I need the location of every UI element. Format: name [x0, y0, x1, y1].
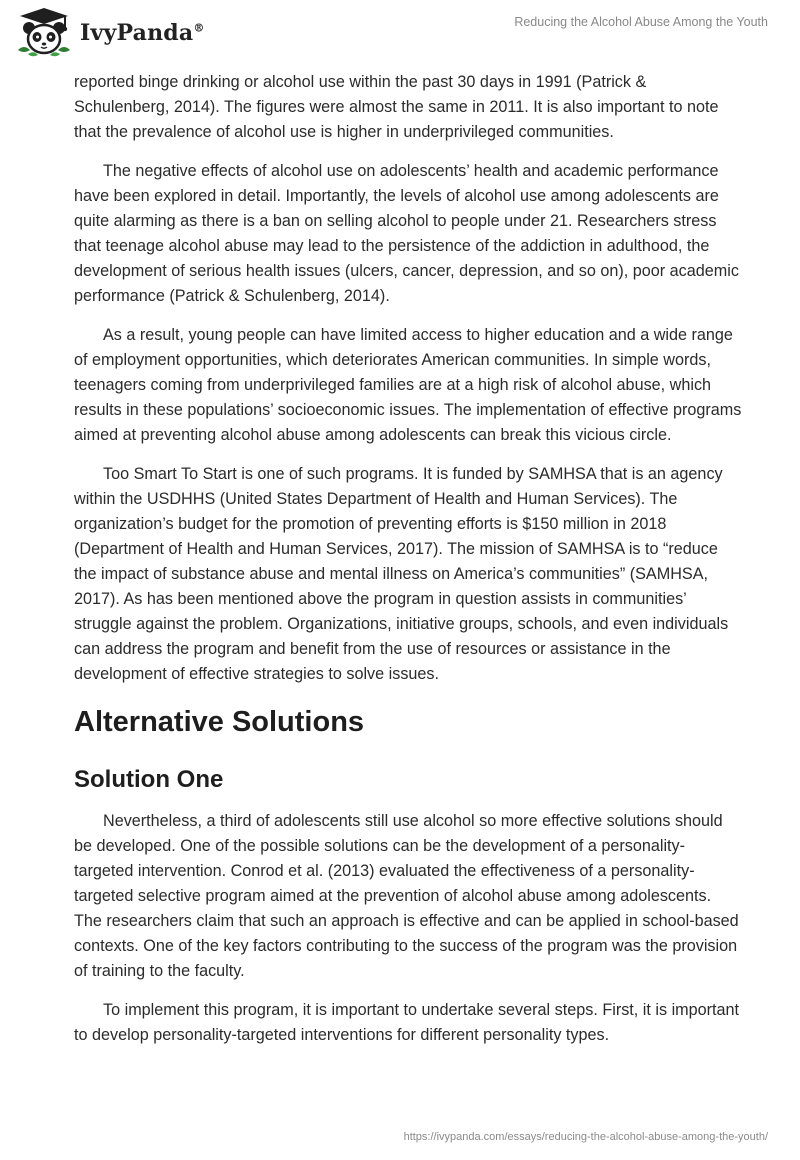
paragraph-3: As a result, young people can have limited access to higher education and a wide range of employment opportunities, which deteriorates American communities. In simple words, teenagers coming from underprivileged families are at a high risk of alcohol abuse, which results in these populations’ socioeconomic issues. The implementation of effective programs aimed at preventing alcohol abuse among adolescents can break this vicious circle.: [74, 326, 742, 444]
source-url[interactable]: https://ivypanda.com/essays/reducing-the-alcohol-abuse-among-the-youth/: [403, 1131, 768, 1143]
panda-graduate-icon: [14, 6, 74, 60]
page-header: [0, 0, 800, 70]
heading-solution-one: Solution One: [74, 766, 224, 793]
registered-mark: ®: [193, 21, 205, 35]
paragraph-4: Too Smart To Start is one of such programs. It is funded by SAMHSA that is an agency within the USDHHS (United States Department of Health and Human Services). The organization’s budget for the promotion of preventing efforts is $150 million in 2018 (Department of Health and Human Services, 2017). The mission of SAMHSA is to “reduce the impact of substance abuse and mental illness on America’s communities” (SAMHSA, 2017). As has been mentioned above the program in question assists in communities’ struggle against the problem. Organizations, initiative groups, schools, and even individuals can address the program and benefit from the use of resources or assistance in the development of effective strategies to solve issues.: [74, 465, 729, 683]
heading-alternative-solutions: Alternative Solutions: [74, 706, 365, 738]
logo-text: [80, 20, 205, 46]
logo-name: IvyPanda: [80, 20, 194, 46]
paragraph-2: The negative effects of alcohol use on adolescents’ health and academic performance have been explored in detail. Importantly, the levels of alcohol use among adolescents are quite alarming as there is a ban on selling alcohol to people under 21. Researchers stress that teenage alcohol abuse may lead to the persistence of the addiction in adulthood, the development of serious health issues (ulcers, cancer, depression, and so on), poor academic performance (Patrick & Schulenberg, 2014).: [74, 162, 739, 305]
paragraph-5: Nevertheless, a third of adolescents still use alcohol so more effective solutions should be developed. One of the possible solutions can be the development of a personality-targeted intervention. Conrod et al. (2013) evaluated the effectiveness of a personality-targeted selective program aimed at the prevention of alcohol abuse among adolescents. The researchers claim that such an approach is effective and can be applied in school-based contexts. One of the key factors contributing to the success of the program was the provision of training to the faculty.: [74, 812, 739, 980]
paragraph-1: reported binge drinking or alcohol use within the past 30 days in 1991 (Patrick & Schulenberg, 2014). The figures were almost the same in 2011. It is also important to note that the prevalence of alcohol use is higher in underprivileged communities.: [74, 73, 719, 141]
essay-content: [74, 70, 742, 1062]
paragraph-6: To implement this program, it is important to undertake several steps. First, it is important to develop personality-targeted interventions for different personality types.: [74, 1001, 740, 1044]
document-title: Reducing the Alcohol Abuse Among the Youth: [514, 15, 768, 29]
ivypanda-logo[interactable]: [14, 6, 205, 60]
